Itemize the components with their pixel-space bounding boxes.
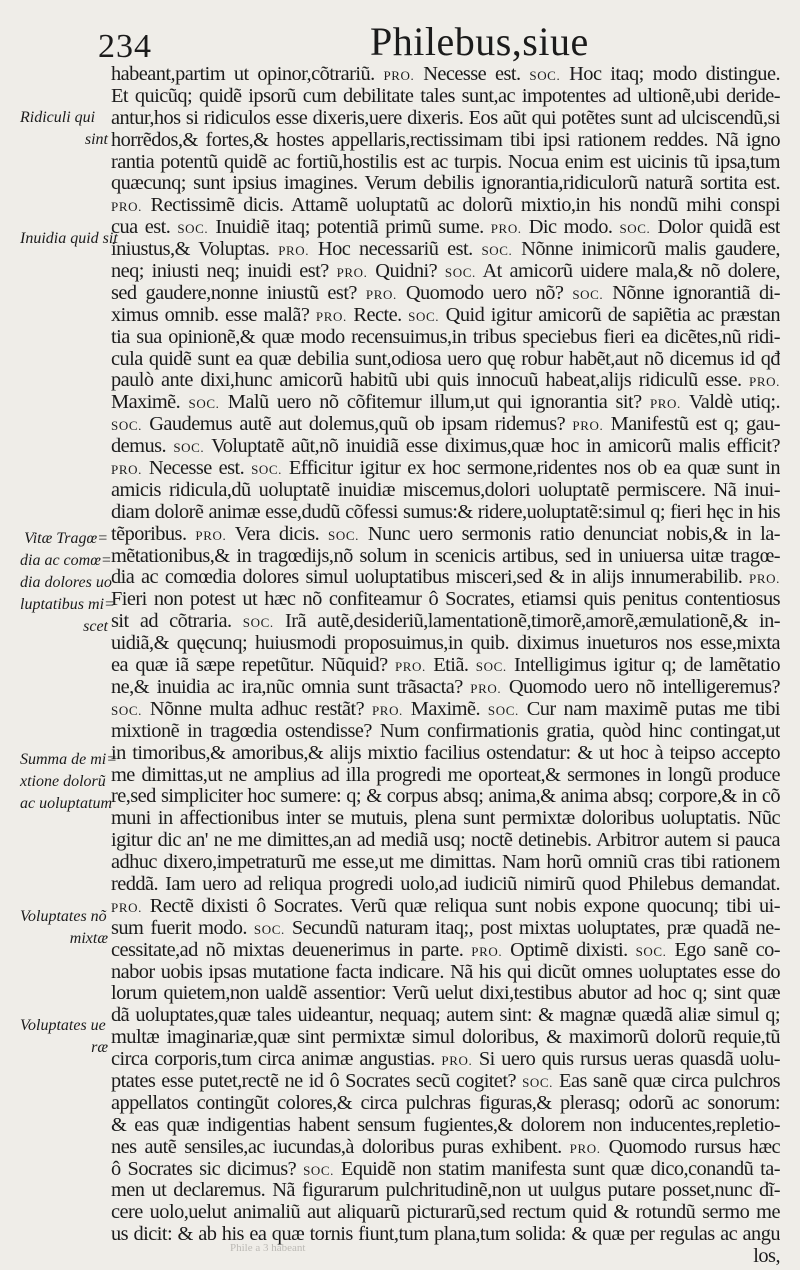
margin-note bbox=[20, 528, 115, 638]
text-line: sum fuerit modo. SOC. Secundũ naturam itaq;, post mixtas uoluptates, præ quadã ne- bbox=[111, 917, 780, 939]
running-head: Philebus,siue bbox=[370, 19, 589, 64]
text-line: appellatos contingũt colores,& circa pulchras figuras,& plerasq; odorũ ac sonorum: bbox=[111, 1092, 780, 1114]
margin-note-line: scet bbox=[83, 618, 108, 635]
margin-note-line: dia dolores uo bbox=[20, 574, 112, 591]
text-line: multæ imaginariæ,quæ sint permixtæ simul doloribus, & maximorũ dolorũ requie,tũ bbox=[111, 1027, 780, 1049]
text-line: ne,& inuidia ac ira,nũc omnia sunt trãsacta? PRO. Quomodo uero nõ intelligeremus? bbox=[111, 676, 780, 698]
bleed-through-text: Phile a 3 habeant bbox=[230, 1242, 306, 1254]
text-line: adhuc dixero,impetraturũ me esse,ut me dimittas. Nam horũ omniũ cras tibi rationem bbox=[111, 852, 780, 874]
margin-note bbox=[20, 749, 118, 815]
text-line: Et quicũq; quidẽ ipsorũ cum debilitate tales sunt,ac impotentes ad ultionẽ,ubi deride- bbox=[111, 85, 780, 107]
text-line: re,sed simpliciter hoc sumere: q; & corpus absq; anima,& anima absq; corpore,& in cõ bbox=[111, 786, 780, 808]
text-line: PRO. Rectẽ dixisti ô Socrates. Verũ quæ reliqua sunt nobis expone quocunq; tibi ui- bbox=[111, 895, 780, 917]
text-line: sit ad cõtraria. SOC. Irã autẽ,desideriũ,lamentationẽ,timorẽ,amorẽ,æmulationẽ,& in- bbox=[111, 611, 780, 633]
margin-note-line: Summa de mi= bbox=[20, 751, 118, 768]
margin-note-line: Inuidia quid sit bbox=[20, 230, 118, 247]
text-line: diam dolorẽ animæ esse,dudũ cõfessi sumus:& ridere,uoluptatẽ:simul q; fieri hęc in his bbox=[111, 501, 780, 523]
text-line: neq; iniusti neq; inuidi est? PRO. Quidni? SOC. At amicorũ uidere mala,& nõ dolere, bbox=[111, 261, 780, 283]
margin-note bbox=[20, 228, 118, 250]
margin-note-line: ræ bbox=[91, 1039, 108, 1056]
text-line: horrẽdos,& fortes,& hostes appellaris,rectissimam tibi ipsi rationem reddes. Nã igno bbox=[111, 129, 780, 151]
text-line: amicis ridicula,dũ uoluptatẽ inuidiæ miscemus,dolori uoluptatẽ permiscere. Nã inui- bbox=[111, 479, 780, 501]
text-line: SOC. Nõnne multa adhuc restãt? PRO. Maximẽ. SOC. Cur nam maximẽ putas me tibi bbox=[111, 698, 780, 720]
text-line: sed gaudere,nonne iniustũ est? PRO. Quomodo uero nõ? SOC. Nõnne ignorantiã di- bbox=[111, 282, 780, 304]
text-line: rantia potentũ quidẽ ac fortiũ,hostilis est ac turpis. Nocua enim est uicinis tũ ipsa,tum bbox=[111, 151, 780, 173]
margin-note-line: ac uoluptatum bbox=[20, 795, 112, 812]
text-line: ea quæ iã sæpe repetũtur. Nũquid? PRO. Etiã. SOC. Intelligimus igitur q; de lamẽtatio bbox=[111, 655, 780, 677]
margin-note-line: xtione dolorũ bbox=[20, 773, 106, 790]
text-line: uidiã,& quęcunq; huiusmodi proposuimus,in quib. diximus inueturos nos esse,mixta bbox=[111, 633, 780, 655]
text-line: mixtionẽ in tragœdia ostendisse? Num confirmationis gratia, quòd hinc contingat,ut bbox=[111, 720, 780, 742]
text-line: nes autẽ sensiles,ac iucundas,à doloribus puras exhibent. PRO. Quomodo rursus hæc bbox=[111, 1136, 780, 1158]
text-line: habeant,partim ut opinor,cõtrariũ. PRO. Necesse est. SOC. Hoc itaq; modo distingue. bbox=[111, 64, 780, 85]
margin-note-line: Voluptates ue bbox=[20, 1017, 106, 1034]
text-line: ô Socrates sic dicimus? SOC. Equidẽ non statim manifesta sunt quæ dico,conandũ ta- bbox=[111, 1158, 780, 1180]
text-line: circa corporis,tum circa animæ angustias. PRO. Si uero quis rursus ueras quasdã uolu- bbox=[111, 1049, 780, 1071]
page-number: 234 bbox=[98, 28, 152, 65]
text-line: demus. SOC. Voluptatẽ aũt,nõ inuidiã esse diximus,quæ hoc in amicorũ malis efficit? bbox=[111, 436, 780, 458]
text-line: muni in affectionibus inter se mutuis, plena sunt permixtæ doloribus uoluptatis. Nũc bbox=[111, 808, 780, 830]
text-line: ptates esse putet,rectẽ ne id ô Socrates secũ cogitet? SOC. Eas sanẽ quæ circa pulchros bbox=[111, 1070, 780, 1092]
text-line: mẽtationibus,& in tragœdijs,nõ solum in scenicis artibus, sed in uniuersa uitæ tragœ- bbox=[111, 545, 780, 567]
text-line: men ut declaremus. Nã figurarum pulchritudinẽ,non ut uulgus putare posset,nunc dĩ- bbox=[111, 1180, 780, 1202]
text-line: cua est. SOC. Inuidiẽ itaq; potentiã primũ sume. PRO. Dic modo. SOC. Dolor quidã est bbox=[111, 217, 780, 239]
text-body bbox=[111, 64, 780, 1268]
margin-note-line: luptatibus mi= bbox=[20, 596, 115, 613]
text-line: paulò ante dixi,hunc amicorũ habitũ ubi quis innocuũ habeat,alijs ridiculũ esse. PRO. bbox=[111, 370, 780, 392]
text-line: dia ac comœdia dolores simul uoluptatibus misceri,sed & in alijs innumerabilib. PRO. bbox=[111, 567, 780, 589]
text-line: SOC. Gaudemus autẽ aut dolemus,quũ ob ipsam ridemus? PRO. Manifestũ est q; gau- bbox=[111, 414, 780, 436]
text-line: cula quidẽ sunt ea quæ debilia sunt,odiosa uero quę robur habẽt,aut nõ dicemus id qđ bbox=[111, 348, 780, 370]
text-line: los, bbox=[753, 1246, 780, 1268]
margin-note bbox=[20, 906, 108, 950]
margin-note bbox=[20, 1015, 108, 1059]
text-line: cere uolo,uelut animaliũ aut aliquarũ picturarũ,sed rectum quid & rotundũ sermo me bbox=[111, 1202, 780, 1224]
margin-note-line: mixtæ bbox=[69, 930, 108, 947]
text-line: igitur dic an' ne me dimittes,an ad mediã usq; noctẽ detinebis. Arbitror autem si pauca bbox=[111, 830, 780, 852]
text-line: Maximẽ. SOC. Malũ uero nõ cõfitemur illum,ut qui ignorantia sit? PRO. Valdè utiq;. bbox=[111, 392, 780, 414]
text-line: nabor uobis ipsas mutatione facta indicare. Nã his qui dicũt omnes uoluptates esse do bbox=[111, 961, 780, 983]
margin-note bbox=[20, 107, 108, 151]
text-line: us dicit: & ab his ea quæ tornis fiunt,tum plana,tum solida: & quæ per regulas ac angu bbox=[111, 1224, 780, 1246]
text-line: & eas quæ indigentias habent sensum fugientes,& dolorem non inducentes,repletio- bbox=[111, 1114, 780, 1136]
text-line: tẽporibus. PRO. Vera dicis. SOC. Nunc uero sermonis ratio denunciat nobis,& in la- bbox=[111, 523, 780, 545]
text-line: in timoribus,& amoribus,& alijs mixtio facilius ostendatur: & ut hoc à teipso accepto bbox=[111, 742, 780, 764]
text-line: Fieri non potest ut hæc nõ confiteamur ô Socrates, etiamsi quis penitus contentiosus bbox=[111, 589, 780, 611]
margin-note-line: Vitæ Tragœ= bbox=[24, 530, 108, 547]
margin-note-line: Ridiculi qui bbox=[20, 109, 96, 126]
text-line: PRO. Rectissimẽ dicis. Attamẽ uoluptatũ ac dolorũ mixtio,in his nondũ mihi conspi bbox=[111, 195, 780, 217]
margin-note-line: Voluptates nõ bbox=[20, 908, 107, 925]
text-line: iniustus,& Voluptas. PRO. Hoc necessariũ est. SOC. Nõnne inimicorũ malis gaudere, bbox=[111, 239, 780, 261]
text-line: PRO. Necesse est. SOC. Efficitur igitur ex hoc sermone,ridentes nos ob ea quæ sunt in bbox=[111, 458, 780, 480]
text-line: quæcunq; sunt ipsius imagines. Verum debilis ignorantia,ridiculorũ naturã sortita est. bbox=[111, 173, 780, 195]
text-line: ximus omnib. esse malã? PRO. Recte. SOC. Quid igitur amicorũ de sapiẽtia ac præstan bbox=[111, 304, 780, 326]
margin-note-line: dia ac comœ= bbox=[20, 552, 112, 569]
text-line: tia sua opinionẽ,& quæ modo recensuimus,in tribus speciebus fieri ea dicẽtes,nũ ridi- bbox=[111, 326, 780, 348]
text-line: cessitate,ad nõ mixtas deuenerimus in parte. PRO. Optimẽ dixisti. SOC. Ego sanẽ co- bbox=[111, 939, 780, 961]
text-line: reddã. Iam uero ad reliqua progredi uolo,ad iudiciũ nimirũ quod Philebus demandat. bbox=[111, 873, 780, 895]
text-line: me dimittas,ut ne amplius ad illa progredi me oporteat,& sermones in longũ produce bbox=[111, 764, 780, 786]
text-line: dã uoluptates,quæ tales uideantur, nequaq; autem sint: & magnæ quædã aliæ simul q; bbox=[111, 1005, 780, 1027]
text-line: lorum quietem,non ualdẽ assentior: Verũ uelut dixi,testibus abutor ad hoc q; sint quæ bbox=[111, 983, 780, 1005]
text-line: antur,hos si ridiculos esse dixeris,uere dixeris. Eos aũt qui potẽtes sunt ad ulciscendũ,si bbox=[111, 107, 780, 129]
margin-note-line: sint bbox=[84, 131, 108, 148]
